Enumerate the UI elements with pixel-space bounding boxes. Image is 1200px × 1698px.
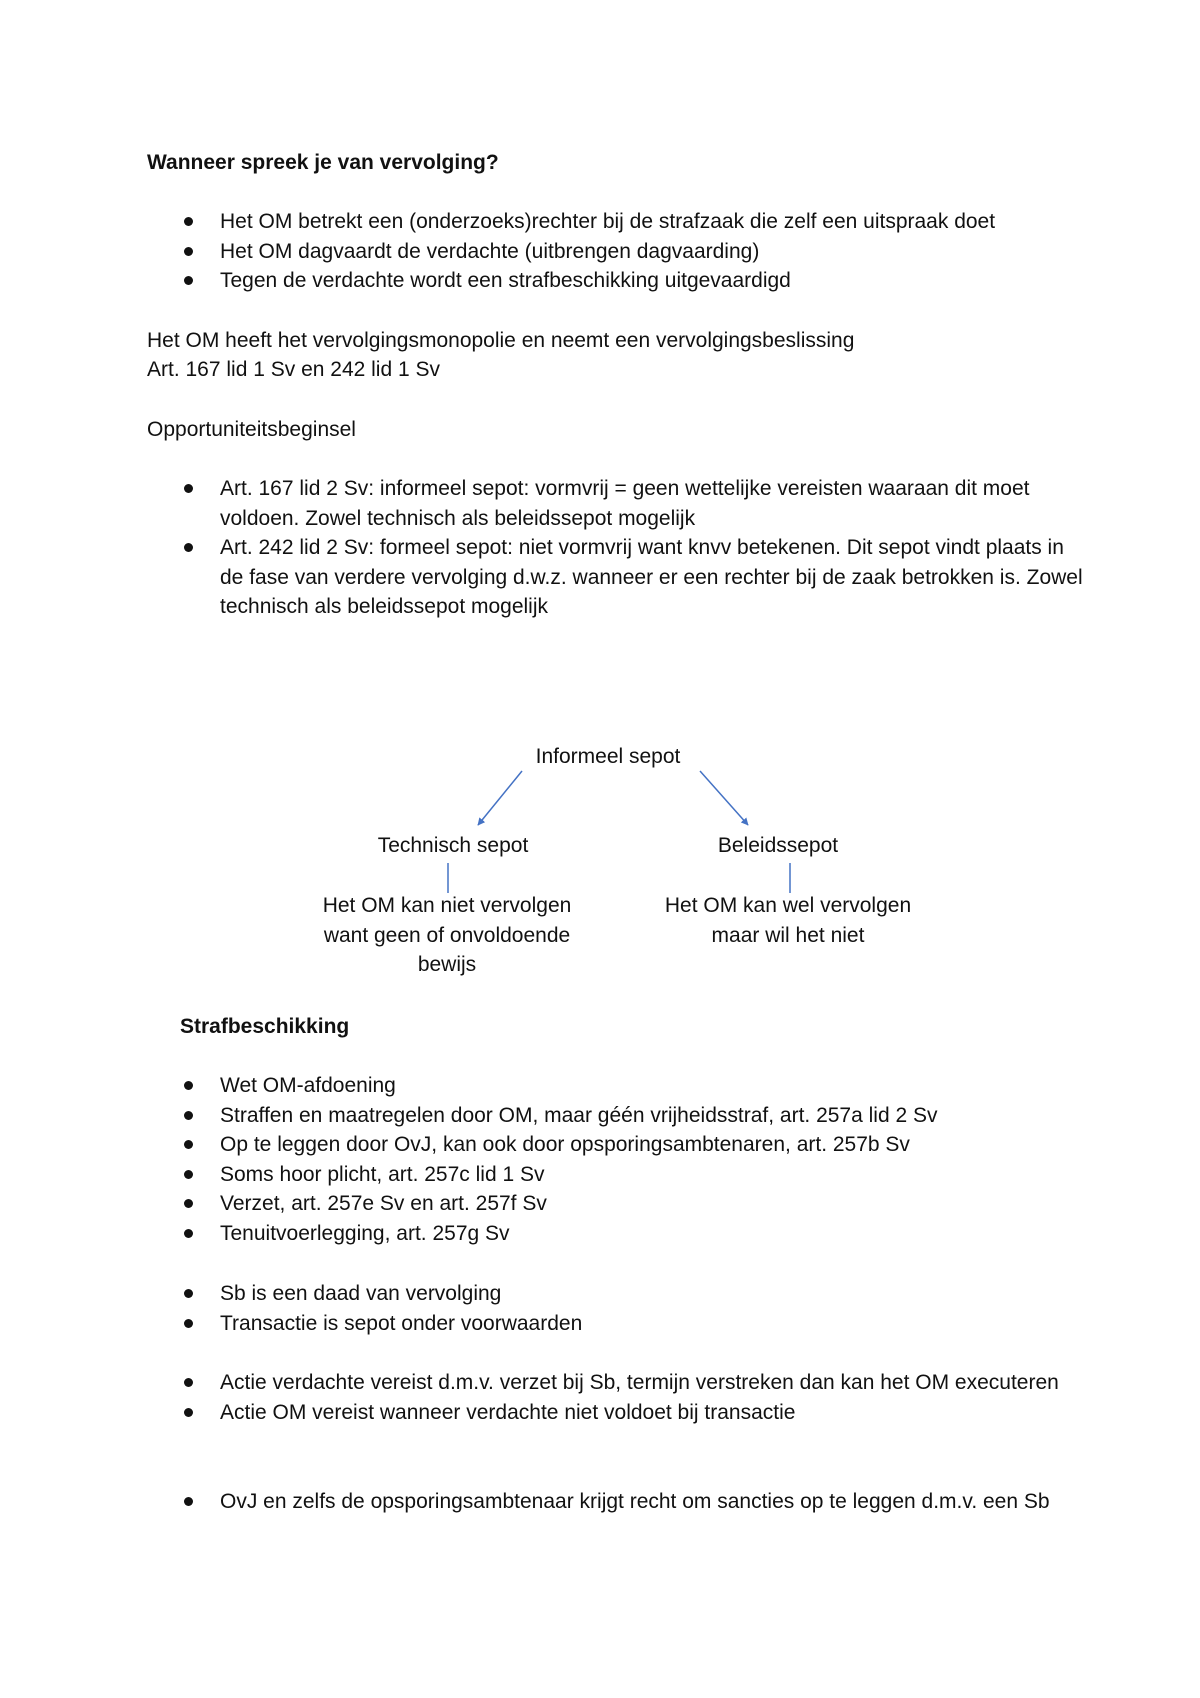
list-item — [0, 1279, 1090, 1309]
opportunity-list — [0, 474, 1200, 622]
bullet-icon — [184, 1378, 193, 1387]
list-item — [0, 1160, 1090, 1190]
list-item — [0, 1219, 1090, 1249]
arrow-to-technisch — [478, 771, 522, 825]
monopoly-line: Het OM heeft het vervolgingsmonopolie en neemt een vervolgingsbeslissing — [147, 329, 855, 352]
bullet-icon — [184, 276, 193, 285]
bullet-icon — [184, 1170, 193, 1179]
bullet-icon — [184, 1081, 193, 1090]
list-item — [0, 1368, 1090, 1398]
bullet-icon — [184, 247, 193, 256]
bullet-icon — [184, 217, 193, 226]
bullet-icon — [184, 1319, 193, 1328]
list-item-text: Transactie is sepot onder voorwaarden — [220, 1311, 583, 1335]
list-item-text: Actie verdachte vereist d.m.v. verzet bij Sb, termijn verstreken dan kan het OM executeren — [220, 1371, 1059, 1394]
arrow-to-beleids — [700, 771, 748, 825]
list-item-text: Tegen de verdachte wordt een strafbeschikking uitgevaardigd — [220, 269, 791, 292]
list-item — [0, 1189, 1090, 1219]
list-item-text: Verzet, art. 257e Sv en art. 257f Sv — [220, 1192, 547, 1215]
list-item — [0, 1487, 1090, 1517]
bullet-icon — [184, 1497, 193, 1506]
list-item-text: Wet OM-afdoening — [220, 1074, 396, 1097]
list-item — [0, 1130, 1090, 1160]
bullet-icon — [184, 1199, 193, 1208]
list-item-text: Soms hoor plicht, art. 257c lid 1 Sv — [220, 1162, 545, 1186]
bullet-icon — [184, 1111, 193, 1120]
strafbeschikking-heading: Strafbeschikking — [180, 1015, 350, 1038]
list-item-text: Straffen en maatregelen door OM, maar géén vrijheidsstraf, art. 257a lid 2 Sv — [220, 1103, 938, 1127]
list-item-text: Actie OM vereist wanneer verdachte niet voldoet bij transactie — [220, 1400, 796, 1424]
opportunity-heading: Opportuniteitsbeginsel — [147, 418, 356, 441]
bullet-icon — [184, 543, 193, 552]
list-item-text: Art. 167 lid 2 Sv: informeel sepot: vormvrij = geen wettelijke vereisten waaraan dit moet voldoen. Zowel technisch als beleidssepot mogelijk — [220, 477, 1030, 530]
vervolging-list — [0, 207, 1200, 296]
list-item — [0, 1309, 1090, 1339]
section-heading-vervolging: Wanneer spreek je van vervolging? — [147, 151, 499, 174]
strafbeschikking-list-2 — [0, 1279, 1200, 1338]
diagram-technisch-desc: Het OM kan niet vervolgen want geen of onvoldoende bewijs — [322, 894, 572, 976]
list-item — [0, 533, 1090, 622]
strafbeschikking-list-3 — [0, 1368, 1200, 1427]
diagram-beleids-desc: Het OM kan wel vervolgen maar wil het niet — [664, 894, 912, 947]
bullet-icon — [184, 1289, 193, 1298]
list-item — [0, 1101, 1090, 1131]
list-item — [0, 266, 1090, 296]
diagram-technisch-title: Technisch sepot — [377, 834, 529, 857]
strafbeschikking-list-4 — [0, 1487, 1200, 1517]
list-item — [0, 237, 1090, 267]
strafbeschikking-list-1 — [0, 1071, 1200, 1248]
list-item-text: OvJ en zelfs de opsporingsambtenaar krijgt recht om sancties op te leggen d.m.v. een Sb — [220, 1490, 1050, 1513]
bullet-icon — [184, 484, 193, 493]
diagram-beleids-title: Beleidssepot — [717, 834, 839, 857]
list-item — [0, 1071, 1090, 1101]
list-item-text: Tenuitvoerlegging, art. 257g Sv — [220, 1221, 510, 1245]
list-item-text: Op te leggen door OvJ, kan ook door opsporingsambtenaren, art. 257b Sv — [220, 1133, 910, 1156]
list-item-text: Art. 242 lid 2 Sv: formeel sepot: niet vormvrij want knvv betekenen. Dit sepot vindt plaats in de fase van verdere vervolging d.w.z. wanneer er een rechter bij de zaak betrokken is. Zowel technisch als beleidssepot mogelijk — [220, 536, 1083, 618]
list-item — [0, 474, 1090, 533]
list-item-text: Sb is een daad van vervolging — [220, 1282, 502, 1305]
bullet-icon — [184, 1229, 193, 1238]
list-item-text: Het OM dagvaardt de verdachte (uitbrengen dagvaarding) — [220, 239, 760, 263]
list-item-text: Het OM betrekt een (onderzoeks)rechter bij de strafzaak die zelf een uitspraak doet — [220, 210, 996, 233]
diagram-root-label: Informeel sepot — [535, 745, 681, 768]
list-item — [0, 207, 1090, 237]
article-reference: Art. 167 lid 1 Sv en 242 lid 1 Sv — [147, 358, 441, 381]
bullet-icon — [184, 1408, 193, 1417]
list-item — [0, 1398, 1090, 1428]
bullet-icon — [184, 1140, 193, 1149]
